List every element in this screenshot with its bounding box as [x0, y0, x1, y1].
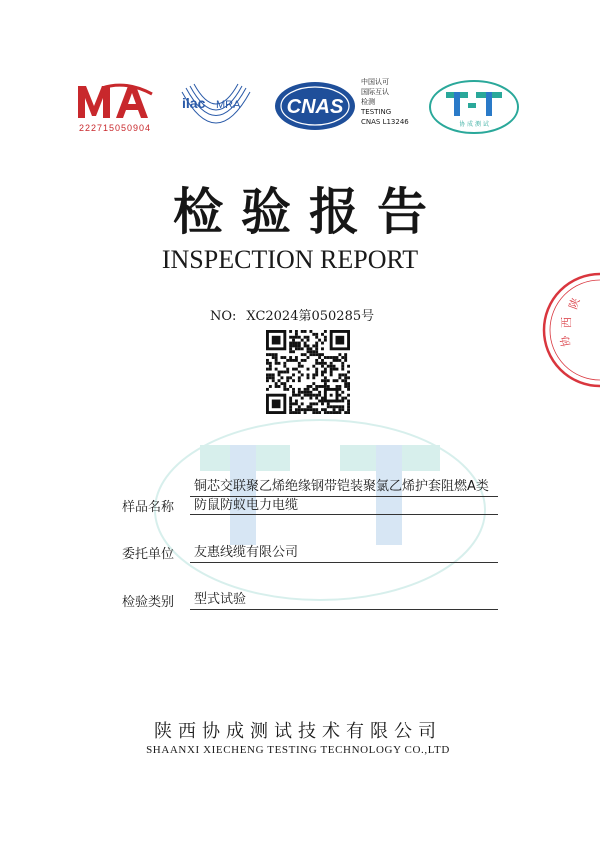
cnas-line: CNAS L13246 [361, 118, 409, 126]
client-underline [190, 562, 498, 563]
client-label: 委托单位 [122, 547, 175, 562]
svg-text:陕: 陕 [566, 296, 583, 312]
company-name-english: SHAANXI XIECHENG TESTING TECHNOLOGY CO.,LTD [146, 744, 450, 756]
inspection-type-label: 检验类别 [122, 595, 175, 610]
cma-logo-icon [72, 82, 158, 122]
cnas-logo-icon [273, 80, 357, 132]
cnas-line: TESTING [361, 108, 392, 116]
svg-text:CNAS: CNAS [286, 96, 344, 118]
seal-stamp-icon [540, 270, 600, 390]
report-number-label: NO: [210, 309, 237, 324]
ilac-mra-logo-icon [178, 78, 254, 140]
cnas-line: 国际互认 [361, 88, 389, 96]
svg-text:协: 协 [558, 334, 573, 348]
svg-text:西: 西 [560, 317, 573, 328]
sample-name-label: 样品名称 [122, 500, 175, 515]
sample-name-underline-2 [190, 514, 498, 515]
svg-text:ilac: ilac [182, 95, 206, 111]
cnas-line: 中国认可 [361, 78, 389, 86]
report-number-value: XC2024第050285号 [246, 309, 375, 324]
cnas-line: 检测 [361, 98, 375, 106]
inspection-type-underline [190, 609, 498, 610]
client-value: 友惠线缆有限公司 [194, 545, 299, 560]
xiecheng-caption: 协 成 测 试 [459, 121, 489, 128]
xiecheng-logo-icon [428, 79, 520, 135]
title-english: INSPECTION REPORT [161, 245, 419, 274]
title-chinese: 检验报告 [173, 182, 445, 241]
company-name-chinese: 陕西协成测试技术有限公司 [154, 721, 442, 742]
svg-text:MRA: MRA [216, 99, 241, 111]
sample-name-underline-1 [190, 496, 498, 497]
cma-number: 222715050904 [78, 123, 152, 133]
report-number [210, 305, 374, 324]
inspection-type-value: 型式试验 [194, 592, 247, 607]
sample-name-value: 铜芯交联聚乙烯绝缘钢带铠装聚氯乙烯护套阻燃A类防鼠防蚁电力电缆 [194, 479, 489, 513]
cnas-text-block [361, 77, 431, 127]
qr-code-icon [266, 330, 350, 414]
